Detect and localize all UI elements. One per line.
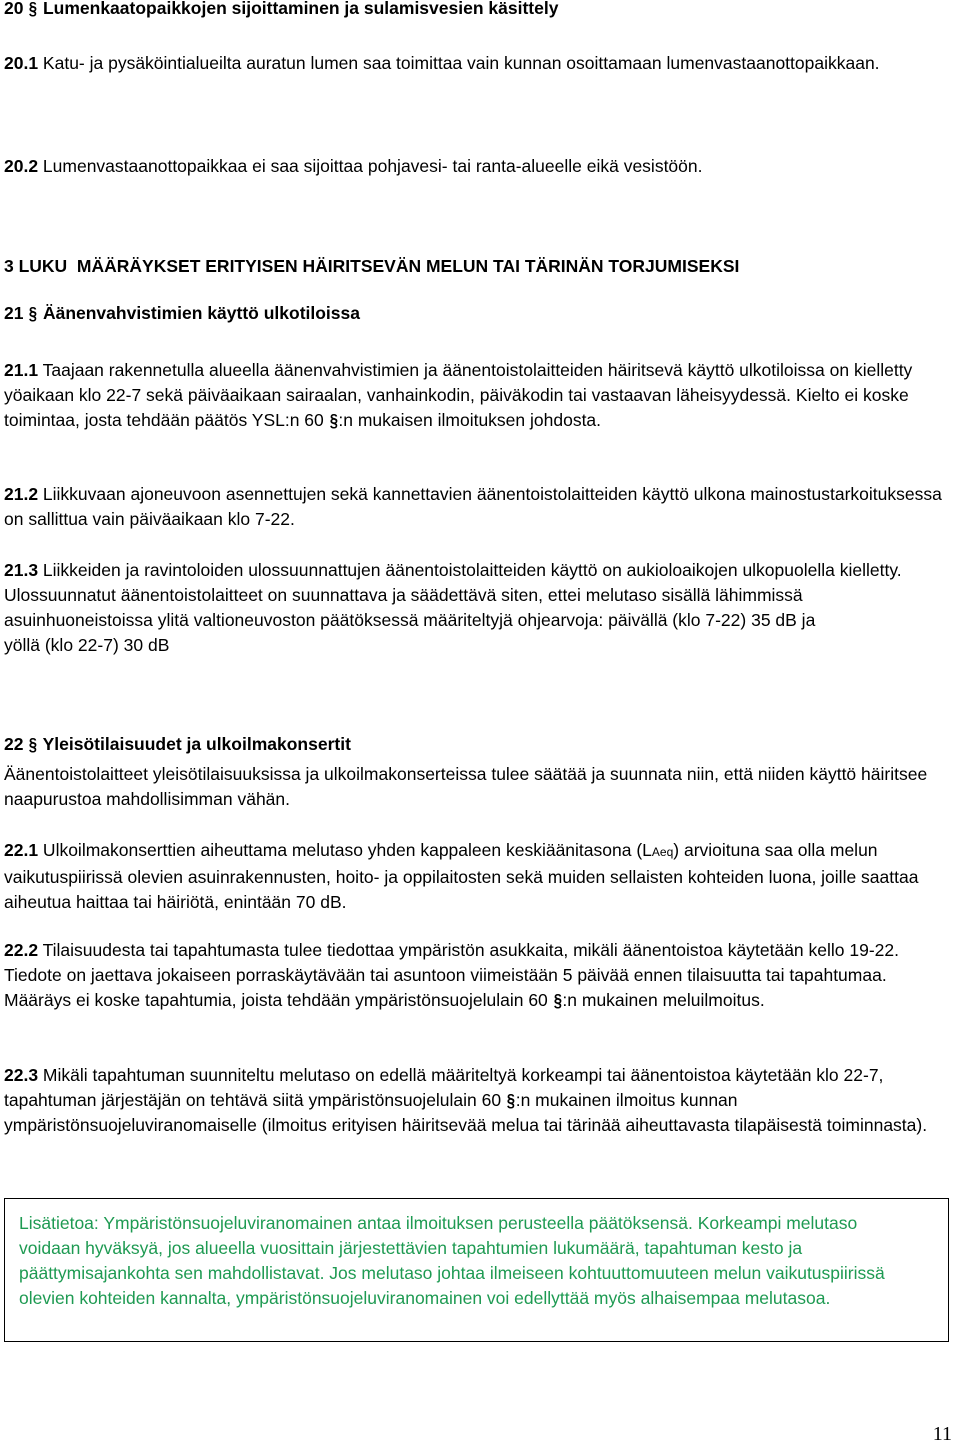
section-number: 21: [4, 303, 24, 323]
paragraph-text: Taajaan rakennetulla alueella äänenvahvistimien ja äänentoistolaitteiden häiritsevä käyttö ulkotiloissa on kielletty yöaikaan klo 22-7 sekä päiväaikaan sairaalan, vanhainkodin, päiväkodin tai vastaavan läheisyydessä. Kielto ei koske toimintaa, josta tehdään päätös YSL:n 60: [4, 360, 913, 430]
section-sign: §: [329, 410, 338, 430]
paragraph-number: 21.2: [4, 484, 39, 504]
section-22-heading: [4, 732, 948, 757]
paragraph-text: Ulkoilmakonserttien aiheuttama melutaso yhden kappaleen keskiäänitasona (L: [38, 840, 652, 860]
section-20-heading: [4, 0, 948, 21]
section-sign: §: [553, 990, 562, 1010]
section-sign: §: [29, 0, 38, 18]
section-number: 20: [4, 0, 24, 18]
info-box: [4, 1198, 949, 1342]
paragraph-text-after: :n mukainen ilmoitus kunnan ympäristönsuojeluviranomaiselle (ilmoitus erityisen häiritsevää melua tai tärinää aiheuttavasta tilapäisestä toiminnasta).: [4, 1090, 928, 1135]
section-21-heading: [4, 301, 948, 326]
paragraph-text: Mikäli tapahtuman suunniteltu melutaso on edellä määriteltyä korkeampi tai äänentoistoa käytetään klo 22-7, tapahtuman järjestäjän on tehtävä siitä ympäristönsuojelulain 60: [4, 1065, 884, 1110]
section-number: 22: [4, 734, 24, 754]
paragraph-number: 20.2: [4, 156, 39, 176]
paragraph-line-2: yöllä (klo 22-7) 30 dB: [4, 635, 170, 655]
page-number: 11: [932, 1423, 952, 1445]
paragraph-22-2: [4, 938, 948, 1013]
paragraph-22-intro: Äänentoistolaitteet yleisötilaisuuksissa ja ulkoilmakonserteissa tulee säätää ja suunnata niin, että niiden käyttö häiritsee naapurustoa mahdollisimman vähän.: [4, 764, 928, 809]
paragraph-text-after: :n mukainen meluilmoitus.: [562, 990, 765, 1010]
info-box-text: Lisätietoa: Ympäristönsuojeluviranomainen antaa ilmoituksen perusteella päätöksensä. Korkeampi melutaso voidaan hyväksyä, jos alueella vuosittain järjestettävien tapahtumien lukumäärä, tapahtuman kesto ja päättymisajankohta sen mahdollistavat. Jos melutaso johtaa ilmeiseen kohtuuttomuuteen melun vaikutuspiirissä olevien kohteiden kannalta, ympäristönsuojeluviranomainen voi edellyttää myös alhaisempaa melutasoa.: [19, 1213, 885, 1308]
chapter-heading: 3 LUKU MÄÄRÄYKSET ERITYISEN HÄIRITSEVÄN MELUN TAI TÄRINÄN TORJUMISEKSI: [4, 256, 740, 276]
section-sign: §: [29, 303, 38, 323]
paragraph-number: 21.1: [4, 360, 39, 380]
paragraph-21-1: [4, 358, 948, 433]
paragraph-text: Liikkeiden ja ravintoloiden ulossuunnattujen äänentoistolaitteiden käyttö on aukioloaikojen ulkopuolella kielletty. Ulossuunnatut äänentoistolaitteet on suunnattava ja säädettävä siten, ettei melutaso sisällä lähimmissä asuinhuoneistoissa ylitä valtioneuvoston päätöksessä määriteltyjä ohjearvoja: päivällä (klo 7-22) 35 dB ja: [4, 560, 902, 630]
section-sign: §: [506, 1090, 515, 1110]
paragraph-text: Tilaisuudesta tai tapahtumasta tulee tiedottaa ympäristön asukkaita, mikäli äänentoistoa käytetään kello 19-22. Tiedote on jaettava jokaiseen porraskäytävään tai asuntoon viimeistään 5 päivää ennen tilaisuutta tai tapahtumaa. Määräys ei koske tapahtumia, joista tehdään ympäristönsuojelulain 60: [4, 940, 899, 1010]
laeq-subscript: Aeq: [651, 845, 674, 859]
section-title: Äänenvahvistimien käyttö ulkotiloissa: [42, 303, 360, 323]
section-title: Lumenkaatopaikkojen sijoittaminen ja sulamisvesien käsittely: [42, 0, 559, 18]
section-title: Yleisötilaisuudet ja ulkoilmakonsertit: [42, 734, 351, 754]
paragraph-21-3: [4, 558, 948, 658]
paragraph-text: Katu- ja pysäköintialueilta auratun lumen saa toimittaa vain kunnan osoittamaan lumenvastaanottopaikkaan.: [38, 53, 880, 73]
section-sign: §: [29, 734, 38, 754]
paragraph-21-2: [4, 482, 948, 532]
paragraph-text: Lumenvastaanottopaikkaa ei saa sijoittaa pohjavesi- tai ranta-alueelle eikä vesistöön.: [38, 156, 703, 176]
paragraph-text-after: :n mukaisen ilmoituksen johdosta.: [338, 410, 602, 430]
paragraph-number: 22.1: [4, 840, 39, 860]
paragraph-number: 21.3: [4, 560, 39, 580]
paragraph-number: 22.2: [4, 940, 39, 960]
paragraph-text-after: ) arvioituna saa olla melun vaikutuspiirissä olevien asuinrakennusten, hoito- ja oppilaitosten sekä muiden sellaisten kohteiden luona, joille saattaa aiheutua haittaa tai häiriötä, enintään 70 dB.: [4, 840, 919, 912]
paragraph-text: Liikkuvaan ajoneuvoon asennettujen sekä kannettavien äänentoistolaitteiden käyttö ulkona mainostustarkoituksessa on sallittua vain päiväaikaan klo 7-22.: [4, 484, 942, 529]
paragraph-20-2: [4, 154, 948, 179]
paragraph-20-1: [4, 51, 948, 76]
paragraph-number: 20.1: [4, 53, 39, 73]
paragraph-number: 22.3: [4, 1065, 39, 1085]
paragraph-22-1: [4, 838, 948, 915]
paragraph-22-3: [4, 1063, 948, 1138]
